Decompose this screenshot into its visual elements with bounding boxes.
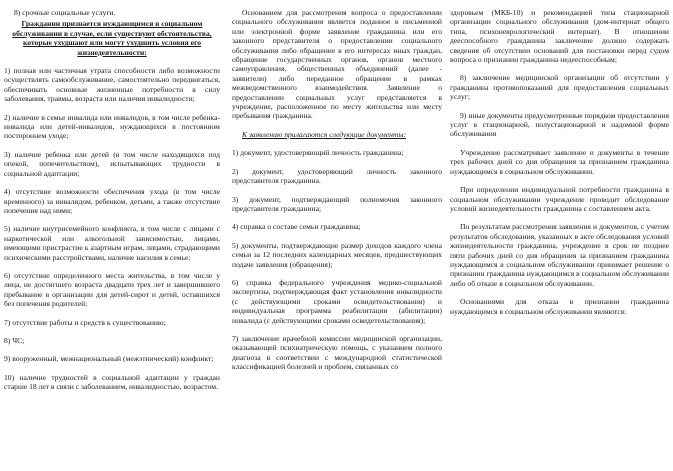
document-9: 9) иные документы предусмотренные порядком предоставления услуг в стационарной, полустационарной и надомной форме обслуживания <box>450 110 669 139</box>
review-term-paragraph: Учреждение рассматривает заявление и документы в течение трех рабочих дней со дня обращения за признанием гражданина нуждающимся в социальном обслуживании. <box>450 147 669 176</box>
document-1: 1) документ, удостоверяющий личность гражданина; <box>232 148 404 158</box>
document-7: 7) заключение врачебной комиссии медицинской организации, оказывающей психиатрическую помощь, с указанием полного диагноза в соответствии с международной статистической классификацией болезней и проблем, связанных со <box>232 333 442 372</box>
criterion-9: 9) вооруженный, межнациональный (межэтнический) конфликт; <box>4 354 214 364</box>
criterion-5: 5) наличие внутрисемейного конфликта, в том числе с лицами с наркотической или алкогольной зависимостью, лицами, имеющими пристрастие к азартным играм, лицами, страдающими психическими расстройствами, наличие насилия в семье; <box>4 224 220 262</box>
documents-heading: К заявлению прилагаются следующие документы: <box>242 129 407 139</box>
column-middle <box>232 8 442 381</box>
criterion-10: 10) наличие трудностей в социальной адаптации у граждан старше 18 лет в связи с заболеванием, инвалидностью, возрастом. <box>4 372 220 392</box>
criterion-2: 2) наличие в семье инвалида или инвалидов, в том числе ребенка-инвалида или детей-инвалидов, нуждающихся в постоянном постороннем уходе; <box>4 112 220 141</box>
criterion-7: 7) отсутствие работы и средств к существованию; <box>4 317 166 327</box>
need-criteria-heading: Гражданин признается нуждающимся в социальном обслуживании в случае, если существуют обстоятельства, которые ухудшают или могут ухудшить условия его жизнедеятельности: <box>12 19 212 57</box>
service-item-8: 8) срочные социальные услуги. <box>14 8 116 17</box>
column-right <box>450 8 669 325</box>
criterion-3: 3) наличие ребенка или детей (в том числе находящихся под опекой, попечительством), испытывающих трудности в социальной адаптации; <box>4 149 220 178</box>
criterion-1: 1) полная или частичная утрата способности либо возможности осуществлять самообслуживание, самостоятельно передвигаться, обеспечивать основные жизненные потребности в силу заболевания, травмы, возраста или наличия инвалидности; <box>4 66 220 104</box>
document-3: 3) документ, подтверждающий полномочия законного представителя гражданина; <box>232 194 442 213</box>
document-8: 8) заключение медицинской организации об отсутствии у гражданина противопоказаний для предоставления социальных услуг; <box>450 73 669 102</box>
document-5: 5) документы, подтверждающие размер доходов каждого члена семьи за 12 последних календарных месяцев, предшествующих подаче заявления (обращения); <box>232 240 442 269</box>
refusal-grounds-paragraph: Основаниями для отказа в признании гражданина нуждающимся в социальном обслуживании являются: <box>450 297 669 316</box>
criterion-6: 6) отсутствие определенного места жительства, в том числе у лица, не достигшего возраста двадцати трех лет и завершившего пребывание в организации для детей-сирот и детей, оставшихся без попечения родителей; <box>4 270 220 309</box>
document-2: 2) документ, удостоверяющий личность законного представителя гражданина. <box>232 166 442 186</box>
column-left <box>4 8 220 401</box>
survey-paragraph: При определении индивидуальной потребности гражданина в социальном обслуживании учреждение проводит обследование условий жизнедеятельности гражданина с составлением акта. <box>450 185 669 213</box>
document-7-continued: здоровьем (МКБ-10) и рекомендацией типа стационарной организации социального обслуживания (дом-интернат общего типа, психоневрологический интернат). В отношении дееспособного гражданина заключение должно содержать сведения об отсутствии оснований для постановки перед судом вопроса о признании гражданина недееспособным; <box>450 8 669 65</box>
criterion-8: 8) ЧС; <box>4 335 25 345</box>
document-4: 4) справка о составе семьи гражданина; <box>232 222 361 232</box>
decision-paragraph: По результатам рассмотрения заявления и документов, с учетом результатов обследования, указанных в акте обследования условий жизнедеятельности гражданина, учреждение в срок не позднее пяти рабочих дней со дня обращения за признанием гражданина нуждающимся в социальном обслуживании принимает решение о признании гражданина нуждающимся в социальном обслуживании либо об отказе в социальном обслуживании. <box>450 222 669 288</box>
basis-paragraph: Основанием для рассмотрения вопроса о предоставлении социального обслуживания является поданное в письменной или электронной форме заявление гражданина или его законного представителя о предоставлении социального обслуживания либо обращение в его интересах иных граждан, обращение государственных органов, органов местного самоуправления, общественных объединений (далее - заявители) либо переданное обращение в рамках межведомственного взаимодействия. Заявление о предоставлении социальных услуг представляется в учреждение, расположенное по месту жительства или месту пребывания гражданина. <box>232 8 442 121</box>
criterion-4: 4) отсутствие возможности обеспечения ухода (в том числе временного) за инвалидом, ребенком, детьми, а также отсутствие попечения над ними; <box>4 187 220 215</box>
document-6: 6) справка федерального учреждения медико-социальной экспертизы, подтверждающая факт установления инвалидности (с действующими сроками освидетельствования) и индивидуальная программа реабилитации (абилитации) инвалида (с действующими сроками освидетельствования); <box>232 277 442 325</box>
